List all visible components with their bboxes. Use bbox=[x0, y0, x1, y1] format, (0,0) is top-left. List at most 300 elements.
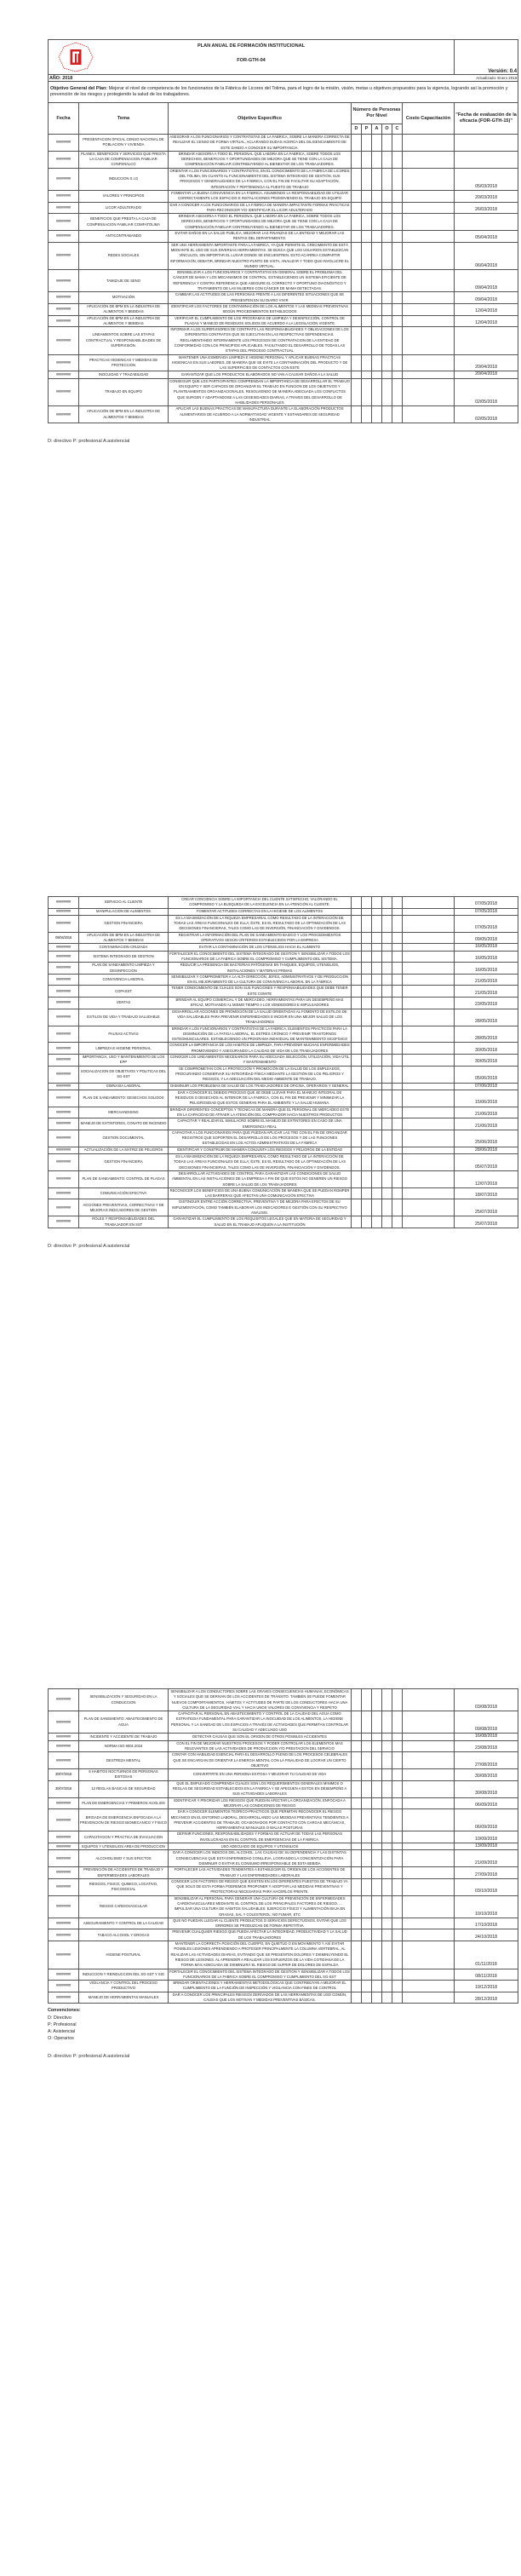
cell-tema: REDES SOCIALES bbox=[79, 242, 169, 269]
cell-level-a bbox=[372, 1878, 382, 1895]
cell-level-d bbox=[352, 1752, 362, 1769]
cell-evaluacion: 17/10/2018 bbox=[455, 1918, 518, 1929]
cell-tema: TRABAJO EN EQUIPO bbox=[79, 378, 169, 405]
cell-level-p bbox=[362, 1797, 372, 1809]
cell-level-a bbox=[372, 371, 382, 378]
cell-level-p bbox=[362, 231, 372, 243]
cell-evaluacion: 05/06/2018 bbox=[455, 1066, 518, 1083]
cell-costo bbox=[403, 1055, 455, 1067]
cell-fecha: ######## bbox=[49, 1740, 79, 1752]
cell-level-d bbox=[352, 1090, 362, 1107]
table-row bbox=[49, 315, 518, 327]
cell-evaluacion: 05/04/2018 bbox=[455, 231, 518, 243]
table-row bbox=[49, 1843, 518, 1850]
cell-level-p bbox=[362, 1929, 372, 1941]
cell-level-d bbox=[352, 1850, 362, 1867]
cell-objetivo: CONVERTIRTE EN UNA PERSONA EXITOSA Y MEJORAR TU CALIDAD DE VIDA bbox=[169, 1769, 352, 1781]
cell-level-o bbox=[382, 1992, 392, 2004]
cell-tema: LIMPIEZA E HIGIENE PERSONAL bbox=[79, 1043, 169, 1055]
cell-evaluacion: 26/03/2018 bbox=[455, 202, 518, 214]
cell-level-d bbox=[352, 908, 362, 915]
cell-objetivo: DESARROLLAR ACCIONES DE PROMOCIÓN DE LA SALUD ORIENTADAS AL FOMENTO DE ESTILOS DE VIDA SALUDABLES PARA PREVENIR ENFERMEDADES E INCIDIR EN UNA MEJOR SALUD DE LOS TRABAJADORES bbox=[169, 1009, 352, 1026]
cell-evaluacion: 09/04/2018 bbox=[455, 292, 518, 304]
cell-level-o bbox=[382, 1154, 392, 1171]
table-row bbox=[49, 292, 518, 304]
table-row bbox=[49, 915, 518, 932]
cell-level-c bbox=[392, 292, 403, 304]
cell-level-a bbox=[372, 1199, 382, 1216]
cell-objetivo: EVITAR DAÑOS EN LA SALUD PUBLICA, MEJORAR LAS FINANZAS DE LA ENTIDAD Y MEJORAR LAS RENTAS DEL DEPARTAMENTO. bbox=[169, 231, 352, 243]
convention-item: A: Asistencial bbox=[48, 2028, 76, 2034]
cell-costo bbox=[403, 406, 455, 423]
cell-level-d bbox=[352, 151, 362, 168]
cell-level-a bbox=[372, 1850, 382, 1867]
cell-evaluacion: 19/12/2018 bbox=[455, 1981, 518, 1992]
cell-evaluacion: 23/05/2018 bbox=[455, 998, 518, 1009]
cell-level-c bbox=[392, 354, 403, 371]
cell-level-d bbox=[352, 1769, 362, 1781]
cell-level-o bbox=[382, 354, 392, 371]
cell-level-d bbox=[352, 1147, 362, 1153]
table-body-page-2 bbox=[49, 897, 518, 1228]
table-row bbox=[49, 944, 518, 951]
table-row bbox=[49, 1878, 518, 1895]
cell-fecha: ######## bbox=[49, 1090, 79, 1107]
cell-level-c bbox=[392, 135, 403, 152]
cell-level-c bbox=[392, 1843, 403, 1850]
cell-level-a bbox=[372, 897, 382, 909]
cell-level-d bbox=[352, 270, 362, 292]
cell-fecha: ######## bbox=[49, 974, 79, 986]
cell-objetivo: FORTALECER EL CONOCIMIENTO DEL SISTEMA INTEGRADO DE GESTION Y SENSIBILIZAR A TODOS LOS FUNCIONARIOS DE LA FABRICA SOBRE EL COMPROMISO Y CUMPLIMIENTO DEL SISTEMA. bbox=[169, 951, 350, 961]
cell-fecha: ######## bbox=[49, 1929, 79, 1941]
cell-tema: BENEFICIOS QUE PRESTA LA CAJA DE COMPENSACION FAMILIAR COMFATOLIMA bbox=[79, 214, 169, 231]
cell-level-a bbox=[372, 1090, 382, 1107]
table-row bbox=[49, 1130, 518, 1147]
cell-level-a bbox=[372, 1147, 382, 1153]
cell-level-d bbox=[352, 202, 362, 214]
cell-level-c bbox=[392, 951, 403, 963]
cell-tema: PREVENCIÓN DE ACCIDENTES DE TRABAJO Y ENFERMEDADES LABORALES bbox=[79, 1867, 169, 1879]
cell-costo bbox=[403, 1711, 455, 1734]
cell-costo bbox=[403, 1809, 455, 1831]
cell-objetivo: MANTENER LA CORRECTA POSICIÓN DEL CUERPO, EN QUIETUD O EN MOVIMIENTO Y ASÍ EVITAR POSIBLES LESIONES APRENDIENDO A PROTEGER PRINCIPALMENTE LA COLUMNA VERTEBRAL, AL REALIZAR LAS ACTIVIDADES DIARIAS, EVITANDO QUE SE PRESENTEN DOLORES Y DISMINUYENDO EL RIESGO DE LESIONES. AL APRENDER A REALIZAR LOS ESFUERZOS DE LA VIDA COTIDIANA DE LA FORMA MÁS ADECUADA SE DISMINUIRÁ EL RIESGO DE SUFRIR DE DOLORES DE ESPALDA bbox=[169, 1941, 352, 1969]
table-row bbox=[49, 1118, 518, 1130]
cell-level-d bbox=[352, 378, 362, 405]
cell-level-p bbox=[362, 242, 372, 269]
cell-level-o bbox=[382, 1216, 392, 1228]
cell-tema: INDUCCION Y REINDUCCION DEL SG-SST Y SIG bbox=[79, 1969, 169, 1981]
cell-level-a bbox=[372, 1055, 382, 1067]
cell-level-a bbox=[372, 1187, 382, 1199]
table-row bbox=[49, 1929, 518, 1941]
cell-fecha: ######## bbox=[49, 354, 79, 371]
cell-fecha: ######## bbox=[49, 168, 79, 190]
cell-objetivo: RECONOCER LOS BENEFICIOS DE UNA BUENA COMUNICACIÓN DE MANERA QUE SE PUEDAN ROMPER LAS BARRERAS QUE AFECTAN UNA COMUNICACIÓN EFECTIVA bbox=[169, 1187, 352, 1199]
cell-tema: MANEJO DE EXTINTORES, CONATO DE INCENDIO bbox=[79, 1118, 169, 1130]
cell-evaluacion: 28/06/2018 bbox=[455, 1147, 518, 1153]
cell-objetivo: BRINDAR AL EQUIPO COMERCIAL Y DE MERCADEO, HERRAMIENTAS PARA UN DESEMPEÑO MAS EFICAZ, MOTIVANDO AL MISMO TIEMPO A LOS VENDEDORES E IMPULSADORES bbox=[169, 998, 352, 1009]
cell-tema: 12 REGLAS BASICAS DE SEGURIDAD bbox=[79, 1780, 169, 1797]
cell-level-d bbox=[352, 1009, 362, 1026]
col-tema: Tema bbox=[79, 103, 169, 135]
cell-level-c bbox=[392, 944, 403, 951]
cell-level-p bbox=[362, 135, 372, 152]
table-row bbox=[49, 242, 518, 269]
cell-level-p bbox=[362, 214, 372, 231]
cell-costo bbox=[403, 1969, 455, 1981]
cell-evaluacion: 20/03/2018 bbox=[455, 190, 518, 202]
cell-fecha: ######## bbox=[49, 315, 79, 327]
cell-fecha: ######## bbox=[49, 135, 79, 152]
cell-evaluacion: 01/11/2018 bbox=[455, 1941, 518, 1969]
cell-fecha: 09/04/2018 bbox=[49, 932, 79, 944]
table-row bbox=[49, 1850, 518, 1867]
conventions-block bbox=[48, 2007, 518, 2042]
table-row bbox=[49, 1026, 518, 1043]
cell-tema: APLICACIÓN DE BPM EN LA INDUSTRIA DE ALIMENTOS Y BEBIDAS bbox=[79, 406, 169, 423]
cell-level-d bbox=[352, 1689, 362, 1711]
cell-level-d bbox=[352, 986, 362, 998]
cell-tema: RIESGOS, FISICO, QUIMICO, LOCATIVO, PSICOSOCIAL bbox=[79, 1878, 169, 1895]
cell-fecha: ######## bbox=[49, 1130, 79, 1147]
cell-fecha: ######## bbox=[49, 1689, 79, 1711]
cell-level-a bbox=[372, 231, 382, 243]
cell-fecha: ######## bbox=[49, 908, 79, 915]
cell-level-a bbox=[372, 1740, 382, 1752]
cell-fecha: ######## bbox=[49, 1711, 79, 1734]
convention-item: D: Directivo bbox=[48, 2015, 72, 2021]
cell-level-d bbox=[352, 974, 362, 986]
cell-level-c bbox=[392, 1809, 403, 1831]
cell-level-p bbox=[362, 1809, 372, 1831]
cell-fecha: ######## bbox=[49, 1867, 79, 1879]
cell-level-o bbox=[382, 1187, 392, 1199]
cell-level-d bbox=[352, 1843, 362, 1850]
cell-costo bbox=[403, 932, 455, 944]
cell-level-p bbox=[362, 1981, 372, 1992]
cell-level-a bbox=[372, 270, 382, 292]
cell-tema: COMUNICACIÓN EFECTIVA bbox=[79, 1187, 169, 1199]
cell-objetivo: INFORMAR A LOS SUPERVISORES DE CONTRATO LAS RESPONSABILIDADES Y OBLIGACIONES DE LOS DIFERENTES CONTRATOS QUE SE EJECUTAN EN LAS RESPECTIVAS DEPENDENCIAS. REGLAMENTANDO INTERNAMENTE LOS PROCESOS DE CONTRATACION DE LA ENTIDAD DE CONFORMIDAD CON LOS PRINCIPIOS APLICABLES, FACILITANDO EL DESARROLLO DE TODAS LAS ETAPAS DEL PROCESO CONTRACTUAL bbox=[169, 327, 352, 354]
cell-level-c bbox=[392, 371, 403, 378]
cell-level-a bbox=[372, 1118, 382, 1130]
levels-footnote: D: directivo P: profesional A:asistencial bbox=[48, 439, 130, 445]
cell-level-o bbox=[382, 1769, 392, 1781]
cell-costo bbox=[403, 1026, 455, 1043]
cell-level-c bbox=[392, 315, 403, 327]
cell-level-o bbox=[382, 1941, 392, 1969]
cell-fecha: ######## bbox=[49, 1831, 79, 1843]
cell-fecha: ######## bbox=[49, 1992, 79, 2004]
cell-evaluacion: 21/05/2018 bbox=[455, 986, 518, 998]
cell-level-a bbox=[372, 1216, 382, 1228]
cell-level-c bbox=[392, 1083, 403, 1090]
cell-evaluacion: 25/07/2018 bbox=[455, 1216, 518, 1228]
cell-level-a bbox=[372, 1107, 382, 1118]
cell-level-c bbox=[392, 1199, 403, 1216]
cell-tema: HIGIENE POSTURAL bbox=[79, 1941, 169, 1969]
cell-level-c bbox=[392, 1107, 403, 1118]
cell-tema: PLAN DE SANEAMIENTO: DESECHOS SOLIDOS bbox=[79, 1090, 169, 1107]
cell-costo bbox=[403, 1009, 455, 1026]
column-header-row bbox=[49, 103, 518, 124]
cell-evaluacion: 30/08/2018 bbox=[455, 1780, 518, 1797]
cell-level-o bbox=[382, 1009, 392, 1026]
cell-level-d bbox=[352, 1130, 362, 1147]
table-row bbox=[49, 1090, 518, 1107]
cell-level-d bbox=[352, 1734, 362, 1740]
cell-level-p bbox=[362, 1083, 372, 1090]
cell-level-o bbox=[382, 1895, 392, 1918]
cell-level-p bbox=[362, 168, 372, 190]
cell-level-d bbox=[352, 1809, 362, 1831]
cell-evaluacion bbox=[455, 327, 518, 354]
cell-level-o bbox=[382, 1083, 392, 1090]
table-row bbox=[49, 897, 518, 909]
cell-costo bbox=[403, 1118, 455, 1130]
cell-level-a bbox=[372, 1170, 382, 1187]
table-row bbox=[49, 908, 518, 915]
cell-level-a bbox=[372, 327, 382, 354]
cell-level-c bbox=[392, 1187, 403, 1199]
cell-fecha: ######## bbox=[49, 1752, 79, 1769]
cell-level-a bbox=[372, 1689, 382, 1711]
table-row bbox=[49, 974, 518, 986]
col-objetivo: Objetivo Específico bbox=[169, 103, 352, 135]
cell-tema: INCIDENTE Y ACCIDENTE DE TRABAJO bbox=[79, 1734, 169, 1740]
cell-level-p bbox=[362, 378, 372, 405]
cell-level-p bbox=[362, 932, 372, 944]
cell-evaluacion: 18/07/2018 bbox=[455, 1187, 518, 1199]
year-label: AÑO: 2018 bbox=[49, 75, 73, 81]
cell-evaluacion: 02/05/2018 bbox=[455, 378, 518, 405]
cell-level-d bbox=[352, 1797, 362, 1809]
cell-tema: ROLES Y RESPONSABILIDADES DEL TRABAJADOR EN SST bbox=[79, 1216, 169, 1228]
cell-level-a bbox=[372, 932, 382, 944]
convention-item: P: Profesional bbox=[48, 2021, 77, 2027]
cell-fecha: ######## bbox=[49, 986, 79, 998]
cell-objetivo: FORTALECER LAS ACTIVIDADES TENDIENTES A ESTABLECER EL ORIGEN DE LOS ACCIDENTES DE TRABAJO Y LAS ENFERMEDADES LABORALES bbox=[169, 1867, 352, 1879]
cell-evaluacion: 06/09/2018 bbox=[455, 1797, 518, 1809]
cell-level-a bbox=[372, 1941, 382, 1969]
cell-level-p bbox=[362, 1090, 372, 1107]
cell-level-o bbox=[382, 190, 392, 202]
cell-tema: SISTEMA INTEGRADO DE GESTION bbox=[79, 951, 169, 963]
cell-level-o bbox=[382, 1929, 392, 1941]
cell-level-a bbox=[372, 135, 382, 152]
cell-evaluacion: 07/05/2018 bbox=[455, 897, 518, 909]
cell-costo bbox=[403, 1797, 455, 1809]
cell-tema: GESTION FINANCIERA bbox=[79, 915, 169, 932]
cell-objetivo: REDUCIR LA PRESENCIA DE BACTERIAS PATÓGENAS EN TANQUES, EQUIPOS, UTENSILIOS, INSTALACIONES Y MATERIAS PRIMAS bbox=[169, 963, 352, 975]
cell-fecha: 30/07/2018 bbox=[49, 1780, 79, 1797]
cell-level-o bbox=[382, 1090, 392, 1107]
cell-objetivo: IDENTIFICAR Y CONSTRUIR DE MANERA CONJUNTA LOS RIESGOS Y PELIGROS DE LA ENTIDAD bbox=[169, 1147, 352, 1153]
cell-level-o bbox=[382, 908, 392, 915]
cell-level-p bbox=[362, 1216, 372, 1228]
cell-level-c bbox=[392, 1831, 403, 1843]
cell-fecha: ######## bbox=[49, 1941, 79, 1969]
table-row bbox=[49, 327, 518, 354]
table-row bbox=[49, 1831, 518, 1843]
table-row bbox=[49, 1740, 518, 1752]
cell-level-p bbox=[362, 986, 372, 998]
cell-objetivo: CAPACITAR A LOS FUNCIONARIOS PARA QUE PUEDAN APLICAR LAS TRD CON EL FIN DE ORGANIZAR REGISTROS QUE SOPORTEN EL DESARROLLO DE LOS PROCESOS Y DE LAS FUNCIONES ESTABLECIDAS EN LOS ACTOS ADMINISTRATIVOS DE LA FÁBRICA bbox=[169, 1130, 352, 1147]
cell-evaluacion: 27/08/2018 bbox=[455, 1752, 518, 1769]
cell-level-a bbox=[372, 998, 382, 1009]
cell-level-c bbox=[392, 974, 403, 986]
table-row bbox=[49, 1780, 518, 1797]
cell-fecha: ######## bbox=[49, 1170, 79, 1187]
cell-level-c bbox=[392, 1769, 403, 1781]
cell-objetivo: CONOCER LOS FACTORES DE RIESGO QUE EXISTEN EN LOS DIFERENTES PUESTOS DE TRABAJO YA QUE SOLO DE ESTA FORMA PODREMOS PROPONER Y ADOPTAR LAS MEDIDAS PREVENTIVAS Y PROTECTORAS NECESARIAS PARA HACERLOS FRENTE. bbox=[169, 1878, 352, 1895]
cell-evaluacion bbox=[455, 214, 518, 231]
cell-level-a bbox=[372, 944, 382, 951]
cell-level-d bbox=[352, 1740, 362, 1752]
cell-level-d bbox=[352, 406, 362, 423]
cell-tema: LICOR ADULTERADO bbox=[79, 202, 169, 214]
cell-level-d bbox=[352, 1187, 362, 1199]
cell-fecha: ######## bbox=[49, 303, 79, 315]
cell-level-o bbox=[382, 1740, 392, 1752]
cell-level-o bbox=[382, 1734, 392, 1740]
cell-level-c bbox=[392, 932, 403, 944]
cell-level-d bbox=[352, 135, 362, 152]
cell-costo bbox=[403, 1689, 455, 1711]
cell-level-a bbox=[372, 1130, 382, 1147]
cell-tema: PRESENTACION OFICIAL CENSO NACIONAL DE POBLACION Y VIVIENDA bbox=[79, 135, 169, 152]
cell-level-a bbox=[372, 1066, 382, 1083]
cell-level-p bbox=[362, 908, 372, 915]
cell-level-c bbox=[392, 242, 403, 269]
table-row bbox=[49, 1752, 518, 1769]
cell-costo bbox=[403, 986, 455, 998]
cell-level-o bbox=[382, 1066, 392, 1083]
cell-level-o bbox=[382, 1797, 392, 1809]
cell-evaluacion: 20/04/2018 bbox=[455, 371, 518, 378]
table-row bbox=[49, 951, 518, 963]
cell-tema: PAUSAS ACTIVAS bbox=[79, 1026, 169, 1043]
cell-costo bbox=[403, 1199, 455, 1216]
cell-fecha: ######## bbox=[49, 915, 79, 932]
cell-level-a bbox=[372, 1918, 382, 1929]
cell-evaluacion: 15/06/2018 bbox=[455, 1090, 518, 1107]
cell-objetivo: CREAR CONCIENCIA SOBRE LA IMPORTANCIA DEL CLIENTE SATISFECHO, VALORANDO EL COMPROMISO Y LA BUSQUEDA DE LA EXCELENCIA EN LA ATENCIÓN AL CLIENTE. bbox=[169, 897, 352, 909]
cell-level-p bbox=[362, 354, 372, 371]
cell-objetivo: IDENTIFICAR LOS FACTORES DE CONTAMINACIÓN DE LOS ALIMENTOS Y LAS MEDIDAS PREVENTIVAS SEGÚN PROCEDIMIENTOS ESTABLECIDOS bbox=[169, 303, 352, 315]
cell-fecha: ######## bbox=[49, 1055, 79, 1067]
cell-fecha: ######## bbox=[49, 1734, 79, 1740]
cell-evaluacion: 16/05/2018 bbox=[455, 963, 518, 975]
cell-level-p bbox=[362, 951, 372, 963]
table-row bbox=[49, 202, 518, 214]
table-row bbox=[49, 303, 518, 315]
cell-costo bbox=[403, 1090, 455, 1107]
cell-evaluacion: 10/10/2018 bbox=[455, 1895, 518, 1918]
table-row bbox=[49, 1689, 518, 1711]
levels-footnote: D: directivo P: profesional A:asistencial bbox=[48, 2054, 130, 2060]
cell-evaluacion: 05/03/2018 bbox=[455, 168, 518, 190]
cell-tema: VIGILANCIA Y CONTROL DEL PROCESO PRODUCTIVO bbox=[79, 1981, 169, 1992]
cell-fecha: ######## bbox=[49, 292, 79, 304]
cell-evaluacion: 25/06/2018 bbox=[455, 1130, 518, 1147]
cell-evaluacion: 25/07/2018 bbox=[455, 1199, 518, 1216]
cell-objetivo: BRINDAR DIFERENTES CONCEPTOS Y TECNICAS DE MANERA QUE EL PERSONAL DE MERCADEO ESTE EN LA CAPACIDAD DE ATRAER LA ATENCIÓN DEL COMPRADOR HACIA NUESTROS PRODUCTOS bbox=[169, 1107, 352, 1118]
cell-fecha: ######## bbox=[49, 214, 79, 231]
cell-level-a bbox=[372, 1043, 382, 1055]
cell-objetivo: BRINDAR ORIENTACIONES Y HERRAMIENTAS METODOLÓGICAS QUE CONTRIBUYAN A MEJORAR EL CUMPLIMIENTO DE LA FUNCIÓN DE INSPECCIÓN Y VIGILANCIA CON FINES DE CONTROL bbox=[169, 1981, 352, 1992]
cell-objetivo: VERIFICAR EL CUMPLIMIENTO DE LOS PROGRAMAS DE LIMPIEZA Y DESINFECCIÓN, CONTROL DE PLAGAS Y MANEJO DE RESIDUOS SOLIDOS DE ACUERDO A LA LEGISLACIÓN VIGENTE bbox=[169, 315, 352, 327]
cell-tema: PLAN DE SANEAMIENTO: CONTROL DE PLAGAS bbox=[79, 1170, 169, 1187]
cell-objetivo: ES LA MAXIMIZACIÓN DE LA RIQUEZA EMPRESARIAL COMO RESULTADO DE LA INTERACCIÓN DE TODAS LAS ÁREAS FUNCIONALES DE ELLA; ÉSTE, ES EL RESULTADO DE LA OPTIMIZACIÓN DE LAS DECISIONES FINANCIERAS, TALES COMO LAS DE INVERSIÓN, FINANCIACIÓN Y DIVIDENDOS. bbox=[169, 1154, 352, 1171]
cell-level-d bbox=[352, 1118, 362, 1130]
cell-costo bbox=[403, 303, 455, 315]
cell-objetivo: ES LA MAXIMIZACIÓN DE LA RIQUEZA EMPRESARIAL COMO RESULTADO DE LA INTERACCIÓN DE TODAS LAS ÁREAS FUNCIONALES DE ELLA; ÉSTE, ES EL RESULTADO DE LA OPTIMIZACIÓN DE LAS DECISIONES FINANCIERAS, TALES COMO LAS DE INVERSIÓN, FINANCIACIÓN Y DIVIDENDOS. bbox=[169, 915, 352, 932]
table-row bbox=[49, 151, 518, 168]
convention-item: O: Operarios bbox=[48, 2036, 74, 2042]
plan-table-page-2 bbox=[48, 896, 518, 1228]
cell-fecha: ######## bbox=[49, 1118, 79, 1130]
cell-fecha: ######## bbox=[49, 1969, 79, 1981]
cell-costo bbox=[403, 214, 455, 231]
cell-evaluacion: 12/04/2018 bbox=[455, 303, 518, 315]
table-row bbox=[49, 378, 518, 405]
cell-level-a bbox=[372, 406, 382, 423]
cell-level-a bbox=[372, 190, 382, 202]
table-row bbox=[49, 1734, 518, 1740]
cell-level-c bbox=[392, 1740, 403, 1752]
cell-fecha: ######## bbox=[49, 202, 79, 214]
cell-tema: ACTUALIZACIÓN DE LA MATRIZ DE PELIGROS bbox=[79, 1147, 169, 1153]
cell-costo bbox=[403, 963, 455, 975]
cell-objetivo: SENSIBILIZAR AL PERSONAL PARA GENERAR UNA CULTURA DE PREVENCIÓN DE ENFERMEDADES CARDIOVASCULARES MEDIANTE EL CONTROL DE LOS PRINCIPALES FACTORES DE RIESGO. ... IMPULSAR UNA CULTURA DE HÁBITOS SALUDABLES: EJERCICIO FÍSICO Y ALIMENTACIÓN BAJA EN GRASAS, SAL Y COLESTEROL; NO FUMAR, ETC bbox=[169, 1895, 352, 1918]
col-personas: Número de Personas Por Nivel bbox=[352, 103, 403, 124]
cell-objetivo: IDENTIFICAR Y PRIORIZAR LOS RIESGOS QUE PUEDAN AFECTAR LA ORGANIZACIÓN, ENFOCADA A MEJORAR LAS CONDICIONES DE RIESGO bbox=[169, 1797, 352, 1809]
table-row bbox=[49, 1992, 518, 2004]
cell-objetivo: FORTALECER EL CONOCIMIENTO DEL SISTEMA INTEGRADO DE GESTION Y SENSIBILIZAR A TODOS LOS FUNCIONARIOS DE LA FABRICA SOBRE EL COMPROMISO Y CUMPLIMIENTO DEL SG-SST bbox=[169, 1969, 350, 1979]
cell-level-o bbox=[382, 998, 392, 1009]
table-row bbox=[49, 1867, 518, 1879]
cell-level-p bbox=[362, 1752, 372, 1769]
cell-level-c bbox=[392, 1118, 403, 1130]
cell-level-d bbox=[352, 315, 362, 327]
cell-level-o bbox=[382, 1711, 392, 1734]
cell-evaluacion: 09/08/2018 bbox=[455, 1711, 518, 1734]
cell-objetivo: DEFINIR FUNCIONES, RESPONSABILIDADES Y FORMAS DE ACTUAR DE TODAS LAS PERSONAS INVOLUCRADAS EN EL CONTROL DE EMERGENCIAS DE LA FÁBRICA. bbox=[169, 1831, 352, 1843]
table-row bbox=[49, 1170, 518, 1187]
cell-level-p bbox=[362, 1780, 372, 1797]
cell-level-c bbox=[392, 1850, 403, 1867]
cell-costo bbox=[403, 202, 455, 214]
cell-level-o bbox=[382, 1026, 392, 1043]
cell-objetivo: FOMENTAR LA BUENA CONVIVENCIA EN LA FÁBRICA, ASUMIENDO LA RESPONSABILIDAD DE UTILIZAR CORRECTAMENTE LOS ESPACIOS E INSTALACIONES PROMOVIENDO EL TRABAJO EN EQUIPO bbox=[169, 190, 352, 202]
document-page-3 bbox=[48, 1688, 518, 2059]
cell-tema: PLANES, BENEFICIOS Y SERVICIOS QUE PRESTA LA CAJA DE COMPENSACION FAMILIAR CONFENALCO bbox=[79, 151, 169, 168]
table-row bbox=[49, 1083, 518, 1090]
cell-level-d bbox=[352, 932, 362, 944]
cell-level-d bbox=[352, 1831, 362, 1843]
table-row bbox=[49, 1066, 518, 1083]
table-row bbox=[49, 371, 518, 378]
cell-tema: APLICACIÓN DE BPM EN LA INDUSTRIA DE ALIMENTOS Y BEBIDAS bbox=[79, 315, 169, 327]
cell-level-a bbox=[372, 1752, 382, 1769]
cell-evaluacion: 03/08/2018 bbox=[455, 1689, 518, 1711]
cell-objetivo: DAR A CONOCER LOS PRINCIPALES RIESGOS DERIVADOS DE LAS HERRAMIENTAS DE USO COMÚN, CAUSAS QUE LOS MOTIVAN Y MEDIDAS PREVENTIVAS BÁSICAS. bbox=[169, 1992, 352, 2004]
cell-evaluacion: 06/09/2018 bbox=[455, 1809, 518, 1831]
cell-level-p bbox=[362, 963, 372, 975]
cell-level-c bbox=[392, 1216, 403, 1228]
